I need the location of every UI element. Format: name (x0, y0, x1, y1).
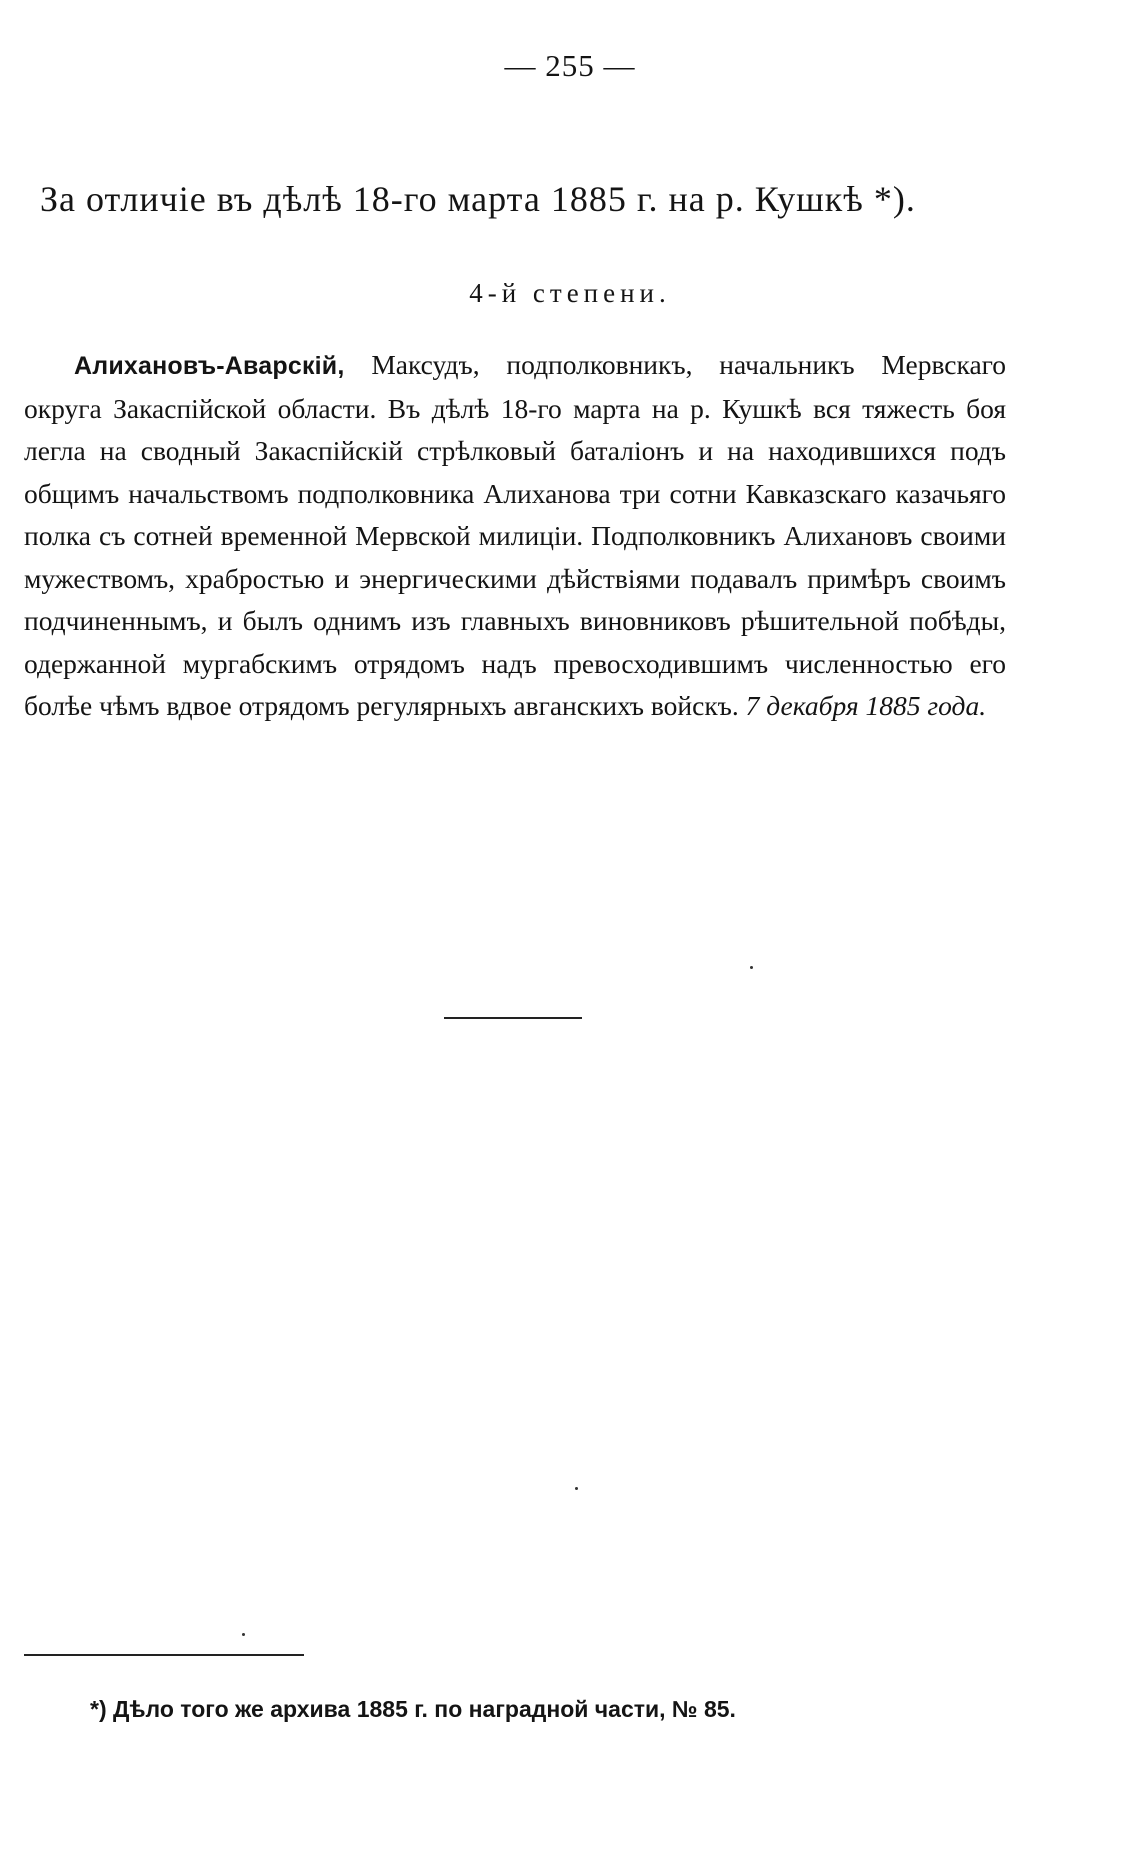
scan-speck (575, 1487, 578, 1490)
page-number: — 255 — (504, 48, 636, 83)
awardee-name: Алихановъ-Аварскій, (74, 352, 345, 380)
award-entry-paragraph (24, 344, 1006, 728)
award-date: 7 декабря 1885 года. (745, 690, 987, 721)
scan-speck (242, 1633, 245, 1636)
section-subheading: 4-й степени. (469, 278, 671, 308)
footnote: *) Дѣло того же архива 1885 г. по наградной части, № 85. (90, 1696, 736, 1722)
scan-speck (750, 966, 753, 969)
section-end-rule (444, 1017, 582, 1019)
award-entry-text: Максудъ, подполковникъ, начальникъ Мервскаго округа Закаспійской области. Въ дѣлѣ 18-го марта на р. Кушкѣ вся тяжесть боя легла на сводный Закаспійскій стрѣлковый баталіонъ и на находившихся подъ общимъ начальствомъ подполковника Алиханова три сотни Кавказскаго казачьяго полка съ сотней временной Мервской милиціи. Подполковникъ Алихановъ своими мужествомъ, храбростью и энергическими дѣйствіями подавалъ примѣръ своимъ подчиненнымъ, и былъ однимъ изъ главныхъ виновниковъ рѣшительной побѣды, одержанной мургабскимъ отрядомъ надъ превосходившимъ численностью его болѣе чѣмъ вдвое отрядомъ регулярныхъ авганскихъ войскъ. (24, 349, 1006, 721)
section-heading: За отличіе въ дѣлѣ 18-го марта 1885 г. на р. Кушкѣ *). (40, 179, 916, 219)
footnote-rule (24, 1654, 304, 1656)
